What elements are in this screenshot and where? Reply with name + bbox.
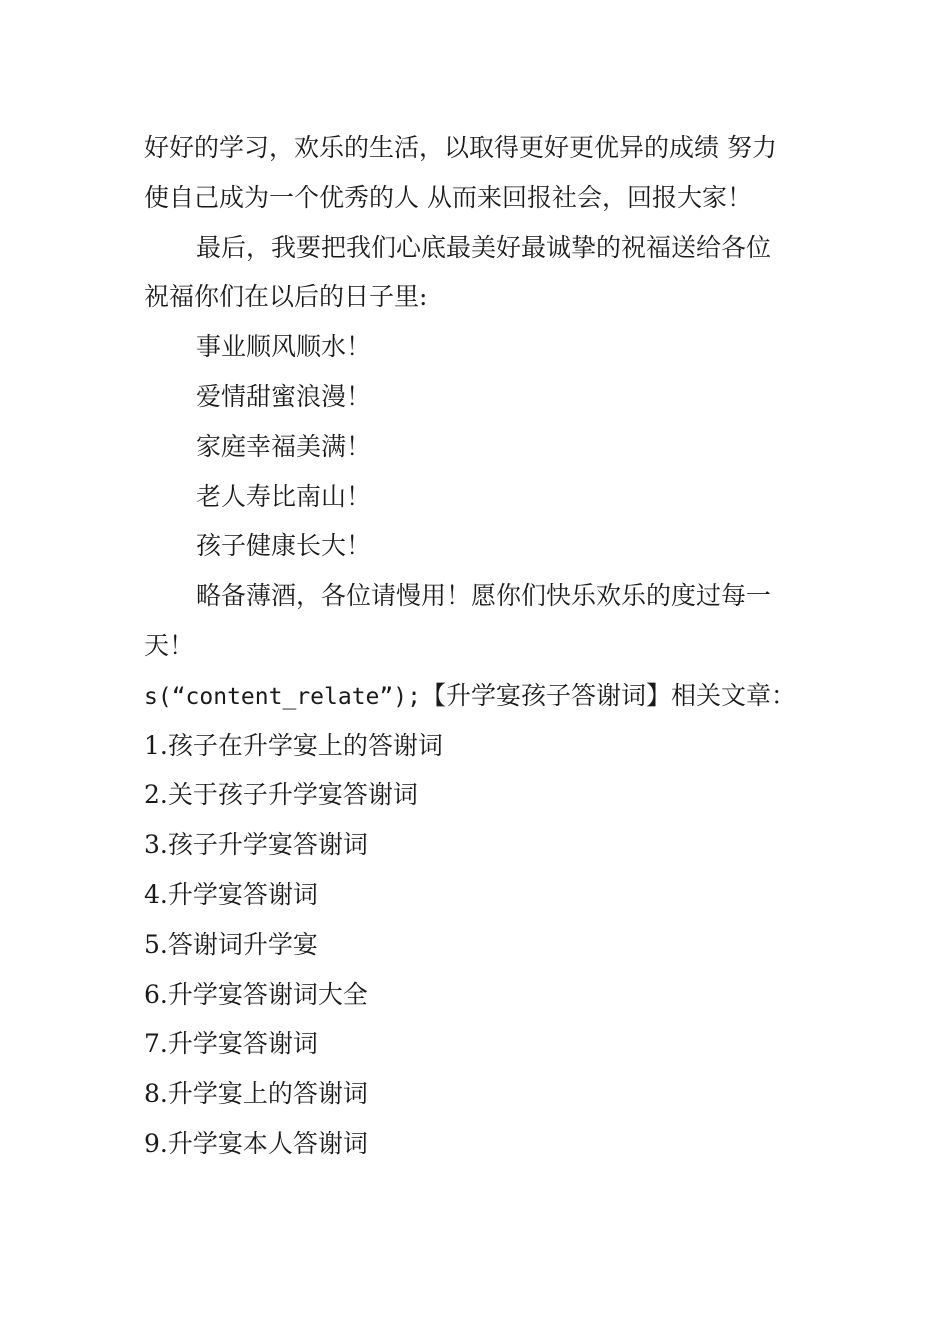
related-header — [144, 671, 824, 721]
blessing-line: 事业顺风顺水！ — [196, 332, 372, 362]
paragraph-line: 祝福你们在以后的日子里: — [144, 282, 428, 312]
paragraph-line: 使自己成为一个优秀的人 从而来回报社会，回报大家！ — [144, 182, 752, 212]
related-article-link[interactable]: 1.孩子在升学宴上的答谢词 — [144, 730, 443, 760]
related-article-link[interactable]: 4.升学宴答谢词 — [144, 879, 318, 909]
related-header-label: 【升学宴孩子答谢词】相关文章： — [420, 680, 796, 710]
closing-line: 天！ — [144, 630, 195, 660]
paragraph-line: 最后，我要把我们心底最美好最诚挚的祝福送给各位 — [196, 232, 772, 262]
blessing-line: 老人寿比南山！ — [196, 481, 372, 511]
related-article-link[interactable]: 3.孩子升学宴答谢词 — [144, 830, 368, 860]
blessing-line: 孩子健康长大！ — [196, 531, 372, 561]
blessing-line: 爱情甜蜜浪漫！ — [196, 381, 372, 411]
related-article-link[interactable]: 5.答谢词升学宴 — [144, 929, 318, 959]
paragraph-line: 好好的学习，欢乐的生活，以取得更好更优异的成绩 努力 — [144, 133, 777, 162]
related-article-link[interactable]: 7.升学宴答谢词 — [144, 1029, 318, 1059]
closing-line: 略备薄酒，各位请慢用！愿你们快乐欢乐的度过每一 — [196, 581, 772, 611]
blessing-line: 家庭幸福美满！ — [196, 431, 372, 461]
related-article-link[interactable]: 2.关于孩子升学宴答谢词 — [144, 780, 418, 810]
document-body — [144, 123, 824, 1169]
related-article-link[interactable]: 8.升学宴上的答谢词 — [144, 1079, 368, 1109]
related-header-code: s(“content_relate”); — [144, 683, 421, 710]
related-article-link[interactable]: 6.升学宴答谢词大全 — [144, 979, 368, 1009]
related-article-link[interactable]: 9.升学宴本人答谢词 — [144, 1128, 368, 1158]
